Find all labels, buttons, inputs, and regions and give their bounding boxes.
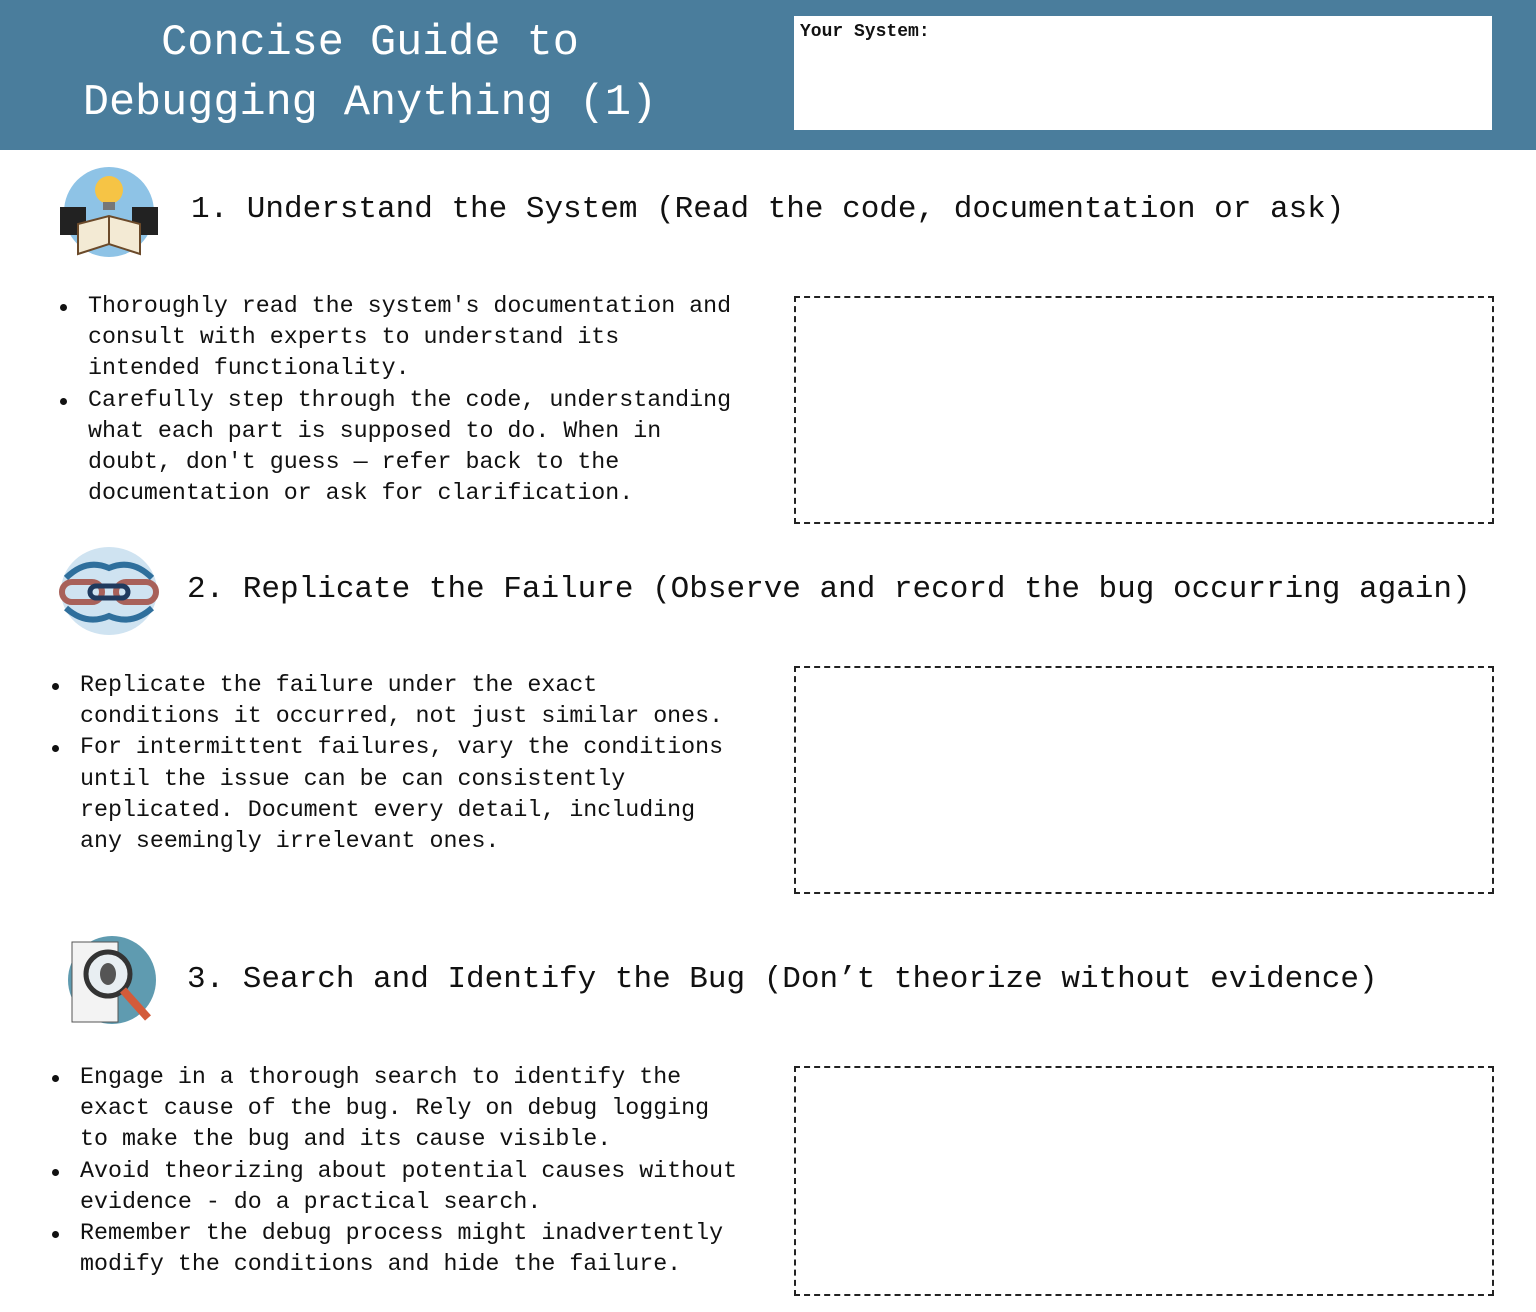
section-bullets: [58, 291, 731, 509]
page-title: Concise Guide to Debugging Anything (1): [82, 19, 658, 128]
broken-chain-icon: [56, 538, 162, 644]
lightbulb-book-icon: [56, 162, 162, 268]
magnifier-bug-icon: [56, 932, 162, 1038]
list-item: Engage in a thorough search to identify the exact cause of the bug. Rely on debug logging to make the bug and its cause visible.: [50, 1062, 737, 1156]
section-heading: 3. Search and Identify the Bug (Don’t theorize without evidence): [187, 962, 1378, 997]
section-bullets: [50, 1062, 737, 1280]
list-item: Remember the debug process might inadvertently modify the conditions and hide the failure.: [50, 1218, 737, 1280]
section-heading: 1. Understand the System (Read the code, documentation or ask): [191, 192, 1345, 227]
section-bullets: [50, 670, 723, 857]
notes-box[interactable]: [794, 1066, 1494, 1296]
list-item: For intermittent failures, vary the conditions until the issue can be can consistently replicated. Document every detail, including any seemingly irrelevant ones.: [50, 732, 723, 857]
list-item: Carefully step through the code, understanding what each part is supposed to do. When in doubt, don't guess — refer back to the documentation or ask for clarification.: [58, 385, 731, 510]
your-system-label: Your System:: [800, 22, 930, 42]
notes-box[interactable]: [794, 666, 1494, 894]
list-item: Avoid theorizing about potential causes without evidence - do a practical search.: [50, 1156, 737, 1218]
notes-box[interactable]: [794, 296, 1494, 524]
list-item: Replicate the failure under the exact conditions it occurred, not just similar ones.: [50, 670, 723, 732]
header-banner: [0, 0, 1536, 150]
list-item: Thoroughly read the system's documentation and consult with experts to understand its intended functionality.: [58, 291, 731, 385]
your-system-field[interactable]: [794, 16, 1492, 130]
section-heading: 2. Replicate the Failure (Observe and record the bug occurring again): [187, 572, 1471, 607]
